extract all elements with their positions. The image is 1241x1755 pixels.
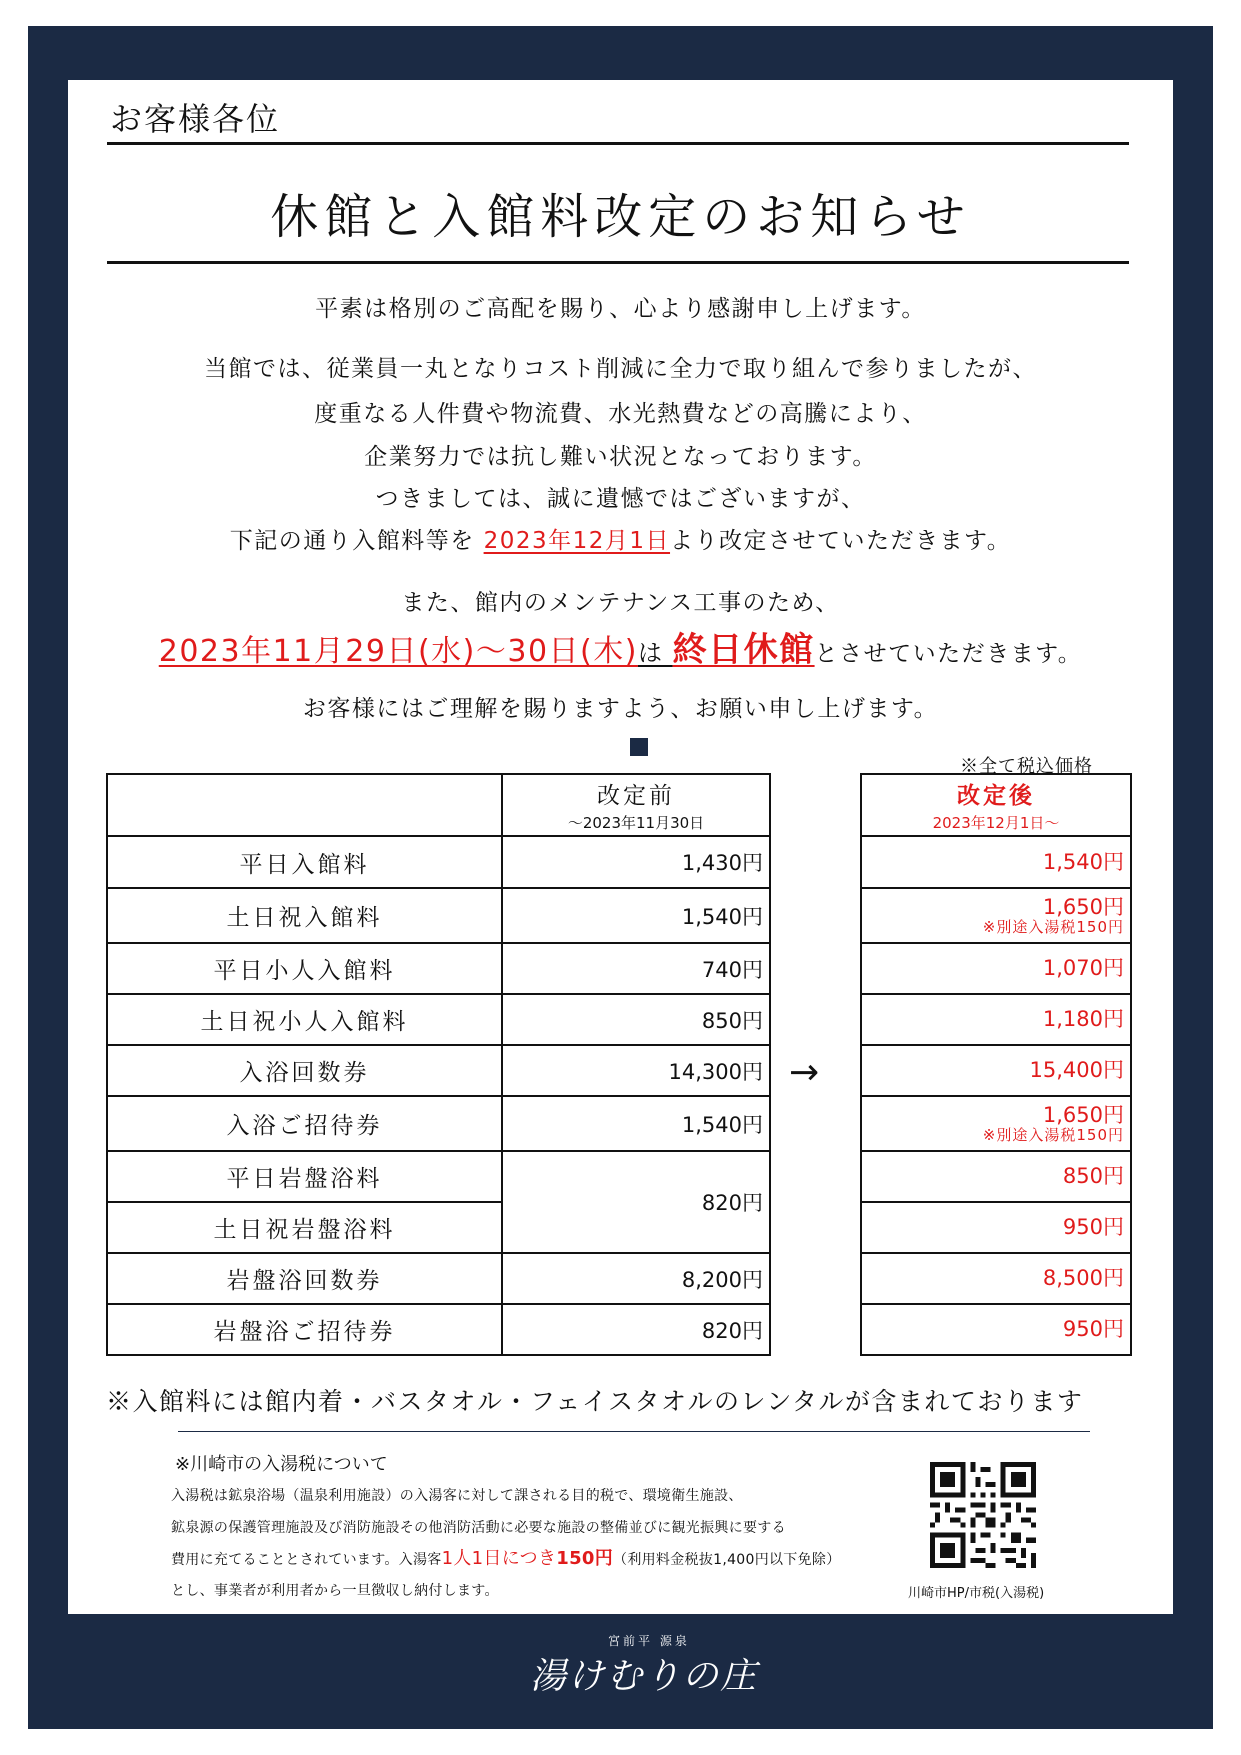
after-price-value: 1,540円 (1042, 849, 1124, 874)
price-table-before (106, 773, 771, 1356)
top-rule (107, 142, 1129, 145)
bath-tax-per-person: 1人1日につき (441, 1548, 557, 1569)
after-price (861, 1151, 1131, 1202)
after-price-value: 950円 (1062, 1215, 1124, 1240)
before-price: 850円 (502, 994, 770, 1045)
bath-tax-note: ※別途入湯税150円 (982, 1125, 1124, 1144)
table-row (861, 888, 1131, 943)
right-arrow-icon: → (789, 1052, 820, 1093)
divider (178, 1431, 1090, 1432)
after-price (861, 1202, 1131, 1253)
after-price-value: 1,650円 (1042, 894, 1124, 919)
after-price-value: 850円 (1062, 1164, 1124, 1189)
before-price: 1,540円 (502, 888, 770, 943)
before-price: 1,430円 (502, 836, 770, 888)
row-label: 入浴ご招待券 (107, 1096, 502, 1151)
message-line-6-post: より改定させていただきます。 (670, 528, 1012, 554)
square-bullet-icon (630, 738, 648, 756)
after-price (861, 1096, 1131, 1151)
after-price (861, 943, 1131, 994)
page-title: 休館と入館料改定のお知らせ (270, 189, 971, 245)
bath-tax-line-3 (171, 1544, 841, 1570)
message-line-2: 当館では、従業員一丸となりコスト削減に全力で取り組んで参りましたが、 (204, 356, 1037, 382)
after-header-title: 改定後 (957, 782, 1035, 809)
after-header-date: 2023年12月1日～ (932, 814, 1060, 832)
before-price: 8,200円 (502, 1253, 770, 1304)
table-row (861, 836, 1131, 888)
qr-caption: 川崎市HP/市税(入湯税) (908, 1586, 1045, 1601)
greeting: お客様各位 (110, 100, 281, 138)
bath-tax-line-3-post: （利用料金税抜1,400円以下免除） (613, 1552, 841, 1568)
after-price (861, 994, 1131, 1045)
before-price: 740円 (502, 943, 770, 994)
table-row (107, 943, 770, 994)
table-row (107, 1304, 770, 1355)
row-label: 入浴回数券 (107, 1045, 502, 1096)
bath-tax-amount: 150円 (556, 1548, 614, 1569)
after-price (861, 888, 1131, 943)
row-label: 土日祝入館料 (107, 888, 502, 943)
row-label: 土日祝岩盤浴料 (107, 1202, 502, 1253)
table-row (861, 1253, 1131, 1304)
after-price-value: 950円 (1062, 1317, 1124, 1342)
table-row (107, 1045, 770, 1096)
logo: 湯けむりの庄 (530, 1656, 759, 1697)
table-row (861, 1304, 1131, 1355)
table-row (861, 994, 1131, 1045)
before-header (502, 774, 770, 836)
closure-ha: は (637, 639, 673, 667)
row-label: 土日祝小人入館料 (107, 994, 502, 1045)
table-row (107, 836, 770, 888)
row-label: 平日岩盤浴料 (107, 1151, 502, 1202)
closure-date: 2023年11月29日(水)～30日(木) (158, 634, 638, 669)
after-header (861, 774, 1131, 836)
message-line-3: 度重なる人件費や物流費、水光熱費などの高騰により、 (314, 401, 927, 427)
blank-header-cell (107, 774, 502, 836)
after-price (861, 836, 1131, 888)
table-row (107, 1151, 770, 1202)
bath-tax-heading: ※川崎市の入湯税について (175, 1454, 388, 1475)
logo-subtitle: 宮前平 源泉 (608, 1634, 690, 1648)
closed-all-day: 終日休館 (672, 630, 815, 670)
table-row (861, 1202, 1131, 1253)
table-row (107, 1253, 770, 1304)
row-label: 平日入館料 (107, 836, 502, 888)
after-price-value: 8,500円 (1042, 1266, 1124, 1291)
table-row (861, 1096, 1131, 1151)
closure-line (0, 622, 1241, 671)
row-label: 平日小人入館料 (107, 943, 502, 994)
message-line-5: つきましては、誠に遺憾ではございますが、 (375, 486, 866, 512)
bath-tax-line-2: 鉱泉源の保護管理施設及び消防施設その他消防活動に必要な施設の整備並びに観光振興に要する (171, 1520, 786, 1536)
before-header-title: 改定前 (597, 783, 675, 809)
before-price: 14,300円 (502, 1045, 770, 1096)
after-price-value: 1,180円 (1042, 1007, 1124, 1032)
before-price: 1,540円 (502, 1096, 770, 1151)
row-label: 岩盤浴回数券 (107, 1253, 502, 1304)
row-label: 岩盤浴ご招待券 (107, 1304, 502, 1355)
table-row (107, 1096, 770, 1151)
after-price (861, 1304, 1131, 1355)
table-row (107, 888, 770, 943)
table-row (861, 943, 1131, 994)
bath-tax-line-4: とし、事業者が利用者から一旦徴収し納付します。 (171, 1583, 499, 1599)
bath-tax-line-3-pre: 費用に充てることとされています。入湯客 (171, 1552, 442, 1568)
message-line-4: 企業努力では抗し難い状況となっております。 (364, 444, 877, 470)
after-price (861, 1045, 1131, 1096)
after-price-value: 1,070円 (1042, 956, 1124, 981)
price-table-after (860, 773, 1132, 1356)
bath-tax-note: ※別途入湯税150円 (982, 917, 1124, 936)
rental-note: ※入館料には館内着・バスタオル・フェイスタオルのレンタルが含まれております (106, 1387, 1084, 1416)
message-line-6-pre: 下記の通り入館料等を (229, 528, 484, 554)
closure-post: とさせていただきます。 (814, 641, 1083, 667)
before-price-merged: 820円 (502, 1151, 770, 1253)
table-row (861, 1045, 1131, 1096)
tax-included-note: ※全て税込価格 (960, 756, 1093, 777)
message-line-7: また、館内のメンテナンス工事のため、 (401, 590, 840, 616)
before-header-date: ～2023年11月30日 (567, 814, 705, 832)
table-row (861, 1151, 1131, 1202)
message-line-9: お客様にはご理解を賜りますよう、お願い申し上げます。 (302, 696, 939, 722)
revision-date: 2023年12月1日 (483, 528, 671, 554)
bath-tax-line-1: 入湯税は鉱泉浴場（温泉利用施設）の入湯客に対して課される目的税で、環境衛生施設、 (171, 1488, 743, 1504)
title-rule (107, 261, 1129, 264)
message-line-1: 平素は格別のご高配を賜り、心より感謝申し上げます。 (315, 296, 926, 322)
message-line-6 (0, 522, 1241, 555)
after-price (861, 1253, 1131, 1304)
table-row (107, 994, 770, 1045)
after-price-value: 15,400円 (1029, 1058, 1124, 1083)
after-price-value: 1,650円 (1042, 1102, 1124, 1127)
before-price: 820円 (502, 1304, 770, 1355)
qr-code-icon[interactable] (930, 1462, 1036, 1568)
